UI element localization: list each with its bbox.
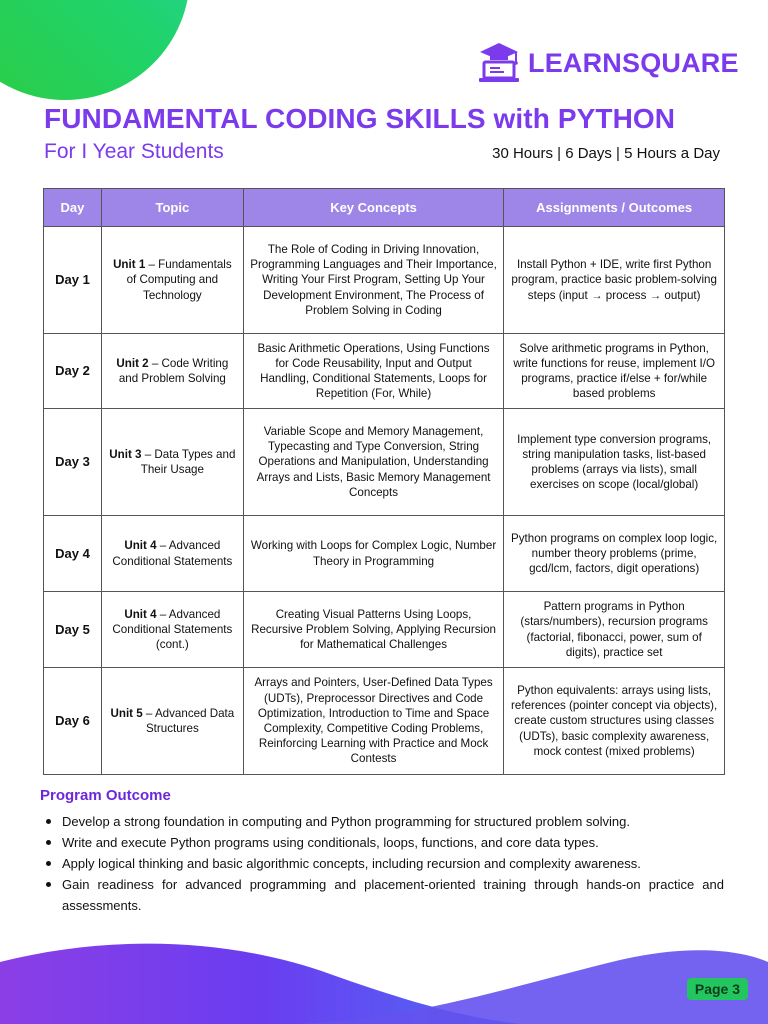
unit-name: Unit 2	[116, 356, 149, 370]
concepts-cell: Arrays and Pointers, User-Defined Data Types (UDTs), Preprocessor Directives and Code Optimization, Introduction to Time and Space Complexity, Competitive Coding Problems, Reinforcing Learning with Practice and Mock Contests	[243, 668, 504, 775]
schedule-table	[43, 188, 725, 775]
day-cell: Day 2	[44, 334, 102, 409]
page-subtitle: For I Year Students	[44, 140, 224, 163]
topic-cell	[101, 668, 243, 775]
unit-title: – Fundamentals of Computing and Technology	[126, 258, 232, 302]
outcomes-cell: Install Python + IDE, write first Python program, practice basic problem-solving steps (input → process → output)	[504, 227, 725, 334]
unit-title: – Advanced Data Structures	[142, 706, 235, 735]
unit-title: – Data Types and Their Usage	[140, 447, 236, 476]
unit-name: Unit 4	[124, 539, 157, 553]
concepts-cell: Creating Visual Patterns Using Loops, Recursive Problem Solving, Applying Recursion for Mathematical Challenges	[243, 592, 504, 668]
day-cell: Day 6	[44, 668, 102, 775]
program-outcome-title: Program Outcome	[40, 787, 171, 804]
unit-title: – Advanced Conditional Statements	[112, 539, 233, 568]
list-item: Apply logical thinking and basic algorithmic concepts, including recursion and complexity awareness.	[40, 853, 724, 874]
table-row	[44, 227, 725, 334]
topic-cell	[101, 334, 243, 409]
footer-wave-decoration	[0, 934, 768, 1024]
topic-cell	[101, 516, 243, 592]
list-item: Gain readiness for advanced programming and placement-oriented training through hands-on practice and assessments.	[40, 874, 724, 916]
column-header-assignments: Assignments / Outcomes	[504, 189, 725, 227]
day-cell: Day 3	[44, 409, 102, 516]
program-outcome-list	[40, 811, 724, 916]
unit-title: – Code Writing and Problem Solving	[118, 356, 229, 385]
table-header-row	[44, 189, 725, 227]
unit-name: Unit 3	[109, 447, 142, 461]
page-number-badge: Page 3	[687, 978, 748, 1000]
outcomes-cell: Implement type conversion programs, string manipulation tasks, list-based problems (arrays via lists), small exercises on scope (local/global)	[504, 409, 725, 516]
brand-logo	[476, 38, 739, 88]
outcomes-cell: Solve arithmetic programs in Python, write functions for reuse, implement I/O programs, practice if/else + for/while based problems	[504, 334, 725, 409]
topic-cell	[101, 592, 243, 668]
table-row	[44, 668, 725, 775]
day-cell: Day 1	[44, 227, 102, 334]
table-row	[44, 516, 725, 592]
brand-name: LEARNSQUARE	[528, 47, 739, 78]
page-title: FUNDAMENTAL CODING SKILLS with PYTHON	[44, 103, 676, 134]
concepts-cell: Working with Loops for Complex Logic, Number Theory in Programming	[243, 516, 504, 592]
concepts-cell: The Role of Coding in Driving Innovation, Programming Languages and Their Importance, Writing Your First Program, Setting Up Your Development Environment, The Process of Problem Solving in Coding	[243, 227, 504, 334]
unit-title: – Advanced Conditional Statements (cont.)	[112, 607, 233, 652]
day-cell: Day 5	[44, 592, 102, 668]
unit-name: Unit 5	[110, 706, 143, 720]
column-header-day: Day	[44, 189, 102, 227]
table-row	[44, 409, 725, 516]
table-row	[44, 592, 725, 668]
graduation-cap-laptop-icon	[476, 40, 522, 86]
course-duration: 30 Hours | 6 Days | 5 Hours a Day	[492, 145, 720, 162]
corner-decoration	[0, 0, 190, 100]
outcomes-cell: Python equivalents: arrays using lists, references (pointer concept via objects), create custom structures using classes (UDTs), basic complexity awareness, mock contest (mixed problems)	[504, 668, 725, 775]
topic-cell	[101, 409, 243, 516]
topic-cell	[101, 227, 243, 334]
concepts-cell: Variable Scope and Memory Management, Typecasting and Type Conversion, String Operations and Manipulation, Understanding Arrays and Lists, Basic Memory Management Concepts	[243, 409, 504, 516]
day-cell: Day 4	[44, 516, 102, 592]
unit-name: Unit 1	[113, 258, 146, 272]
unit-name: Unit 4	[124, 607, 157, 621]
outcomes-cell: Pattern programs in Python (stars/numbers), recursion programs (factorial, fibonacci, power, sum of digits), practice set	[504, 592, 725, 668]
table-row	[44, 334, 725, 409]
list-item: Write and execute Python programs using conditionals, loops, functions, and core data types.	[40, 832, 724, 853]
outcomes-cell: Python programs on complex loop logic, number theory problems (prime, gcd/lcm, factors, digit operations)	[504, 516, 725, 592]
concepts-cell: Basic Arithmetic Operations, Using Functions for Code Reusability, Input and Output Handling, Conditional Statements, Loops for Repetition (For, While)	[243, 334, 504, 409]
list-item: Develop a strong foundation in computing and Python programming for structured problem solving.	[40, 811, 724, 832]
column-header-topic: Topic	[101, 189, 243, 227]
column-header-key-concepts: Key Concepts	[243, 189, 504, 227]
